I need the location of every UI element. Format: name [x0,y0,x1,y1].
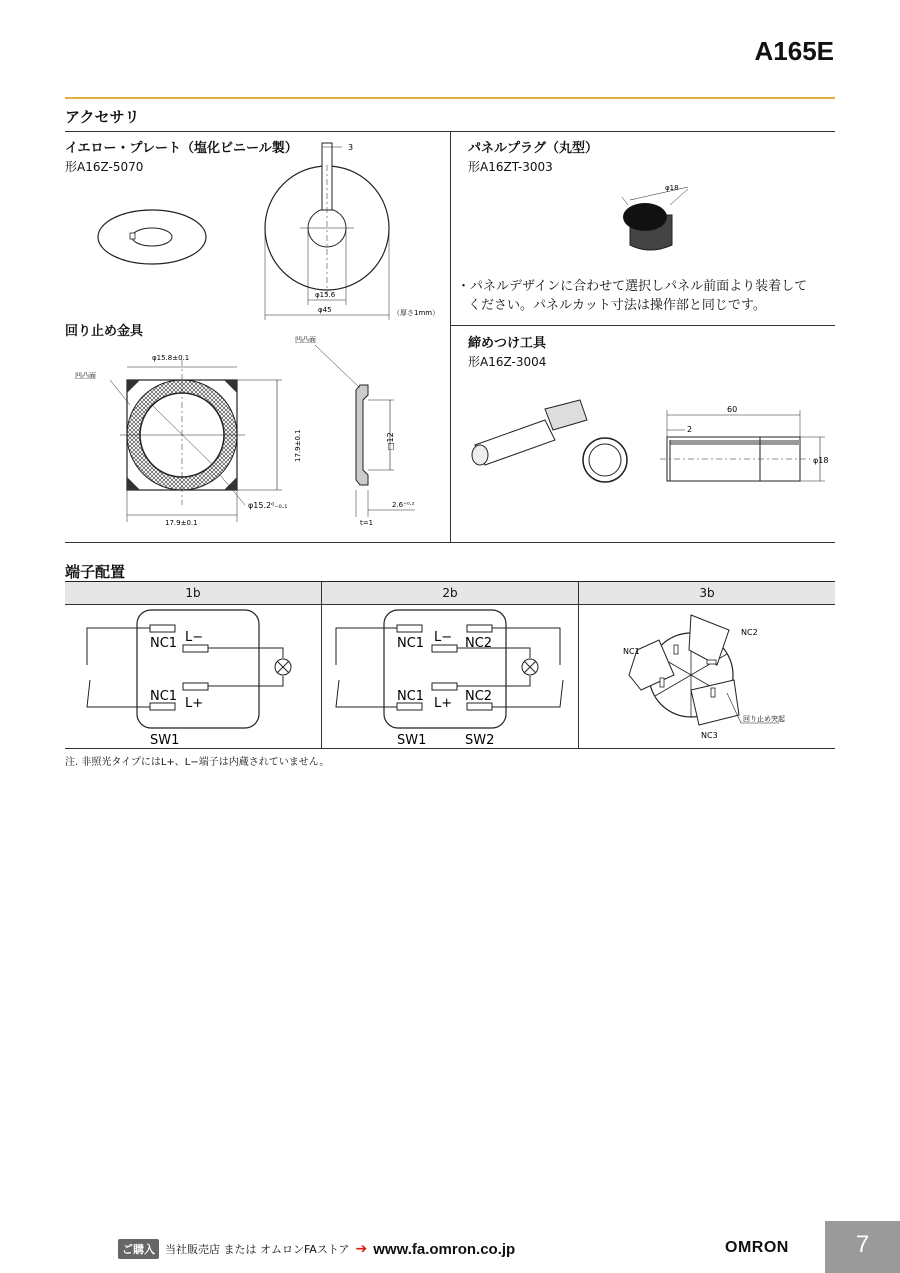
label-3b-nc3: NC3 [701,731,718,740]
yellow-plate-part: 形A16Z-5070 [65,160,144,174]
label-sw1: SW1 [397,733,427,748]
arrow-icon: ➔ [355,1241,368,1257]
label-sw2: SW2 [465,733,495,748]
dim-bottom: 17.9±0.1 [165,519,198,527]
dim-slot: 3 [348,143,354,152]
dim-square: □12 [386,432,395,450]
terminals-note: 注. 非照光タイプにはL+、L−端子は内蔵されていません。 [65,757,330,768]
label-left: 凹凸面 [75,372,96,380]
divider [450,325,835,326]
label-nc1-top: NC1 [397,636,425,651]
yellow-plate-title: イエロー・プレート（塩化ビニール製） [65,141,298,156]
footer-text: 当社販売店 または オムロンFAストア [165,1243,350,1256]
title-rule [65,97,835,99]
yellow-plate-drawing [90,135,445,325]
label-sw1: SW1 [150,733,180,748]
wiring-1b [65,605,321,748]
dim-depth: 2.6⁺⁰·² [392,501,415,509]
divider [65,542,835,543]
footer-url-link[interactable]: www.fa.omron.co.jp [373,1240,516,1258]
terminals-title: 端子配置 [65,563,126,581]
divider [450,131,451,543]
tool-part: 形A16Z-3004 [468,355,547,369]
wiring-3b [579,605,835,748]
dim-t: t=1 [360,519,374,527]
label-lock: 回り止め突起 [743,715,785,723]
tool-drawing [465,395,835,495]
page-number: 7 [825,1221,900,1273]
col-head-2b: 2b [322,582,578,604]
panel-plug-note-2: ください。パネルカット寸法は操作部と同じです。 [468,298,766,313]
label-lplus: L+ [185,696,204,711]
dim-lip: 2 [687,425,693,434]
divider [65,581,835,582]
label-right: 凹凸面 [295,336,316,344]
label-lplus: L+ [434,696,453,711]
omron-logo: OMRON [725,1239,789,1256]
label-lminus: L− [185,630,204,645]
dim-tool-dia: φ18 [813,456,829,465]
dim-thickness: （厚さ1mm） [393,309,440,317]
label-nc1-top: NC1 [150,636,178,651]
label-nc2-top: NC2 [465,636,493,651]
divider [65,748,835,749]
dim-length: 60 [727,405,738,414]
col-head-3b: 3b [579,582,835,604]
col-head-1b: 1b [65,582,321,604]
panel-plug-title: パネルプラグ（丸型） [468,141,599,156]
panel-plug-drawing [600,175,720,265]
footer-bar [118,1239,515,1259]
tool-title: 締めつけ工具 [468,336,547,351]
dim-dia: φ18 [665,184,679,192]
dim-height: 17.9±0.1 [294,429,302,462]
label-3b-nc2: NC2 [741,628,758,637]
panel-plug-part: 形A16ZT-3003 [468,160,553,174]
accessories-title: アクセサリ [65,108,140,126]
label-nc1-bottom: NC1 [150,689,178,704]
dim-inner: φ15.6 [315,291,336,299]
lock-bracket-drawing [70,330,445,535]
wiring-2b [322,605,578,748]
dim-hole: φ15.2⁰₋₀.₁ [248,501,288,510]
label-lminus: L− [434,630,453,645]
panel-plug-note-1: ・パネルデザインに合わせて選択しパネル前面より装着して [457,279,808,294]
label-nc2-bottom: NC2 [465,689,493,704]
label-nc1-bottom: NC1 [397,689,425,704]
purchase-badge: ご購入 [118,1239,159,1259]
label-3b-nc1: NC1 [623,647,640,656]
dim-outer: φ45 [318,306,332,314]
dim-top: φ15.8±0.1 [152,354,190,362]
model-number: A165E [754,36,834,66]
lock-bracket-title: 回り止め金具 [65,324,144,339]
